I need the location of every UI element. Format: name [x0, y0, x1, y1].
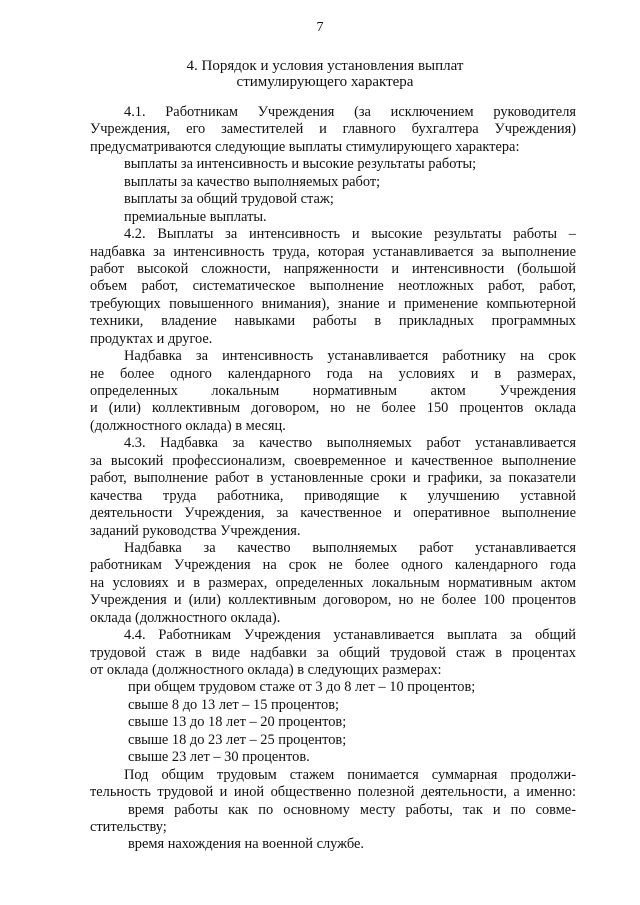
text-line: надбавка за интенсивность труда, которая устанавливается за выполнение: [90, 243, 576, 260]
text-line: заданий руководства Учреждения.: [90, 522, 301, 539]
text-line: требующих повышенного внимания), знание и применение компьютерной: [90, 295, 576, 312]
text-line: качества труда работника, приводящие к улучшению уставной: [90, 487, 576, 504]
text-line: свыше 13 до 18 лет – 20 процентов;: [128, 714, 347, 731]
text-line: и (или) коллективным договором, но не более 150 процентов оклада: [90, 400, 576, 417]
text-line: выплаты за общий трудовой стаж;: [124, 191, 334, 208]
text-line: работ, выполнение работ в установленные сроки и графики, за показатели: [90, 470, 576, 487]
text-line: Надбавка за качество выполняемых работ устанавливается: [124, 539, 576, 556]
text-line: трудовой стаж в виде надбавки за общий трудовой стаж в процентах: [90, 644, 576, 661]
text-line: работникам Учреждения на срок не более одного календарного года: [90, 557, 576, 574]
text-line: (должностного оклада) в месяц.: [90, 417, 286, 434]
text-line: от оклада (должностного оклада) в следующих размерах:: [90, 662, 442, 678]
document-body: [90, 104, 576, 854]
text-line: выплаты за качество выполняемых работ;: [124, 173, 381, 190]
text-line: при общем трудовом стаже от 3 до 8 лет – 10 процентов;: [128, 679, 476, 696]
section-heading-line: 4. Порядок и условия установления выплат: [186, 58, 464, 74]
text-line: выплаты за интенсивность и высокие результаты работы;: [124, 156, 477, 173]
text-line: 4.1. Работникам Учреждения (за исключением руководителя: [124, 104, 576, 120]
text-line: Надбавка за интенсивность устанавливается работнику на срок: [124, 348, 576, 365]
text-line: деятельности Учреждения, за качественное и оперативное выполнение: [90, 505, 576, 522]
text-line: время нахождения на военной службе.: [128, 836, 365, 853]
text-line: свыше 23 лет – 30 процентов.: [128, 749, 310, 766]
text-line: предусматриваются следующие выплаты стимулирующего характера:: [90, 138, 520, 155]
text-line: Учреждения и (или) коллективным договором, но не более 100 процентов: [90, 592, 576, 609]
text-line: свыше 18 до 23 лет – 25 процентов;: [128, 731, 347, 748]
section-heading: [90, 58, 560, 90]
text-line: за высокий профессионализм, своевременное и качественное выполнение: [90, 452, 576, 469]
text-line: свыше 8 до 13 лет – 15 процентов;: [128, 696, 340, 713]
text-line: оклада (должностного оклада).: [90, 609, 281, 626]
text-line: время работы как по основному месту работы, так и по совме-: [128, 801, 576, 818]
text-line: Под общим трудовым стажем понимается суммарная продолжи-: [124, 766, 576, 783]
text-line: 4.3. Надбавка за качество выполняемых работ устанавливается: [124, 435, 576, 452]
text-line: определенных локальным нормативным актом Учреждения: [90, 383, 576, 399]
text-line: на условиях и в размерах, определенных локальным нормативным актом: [90, 574, 576, 591]
text-line: стительству;: [90, 818, 167, 835]
text-line: Учреждения, его заместителей и главного бухгалтера Учреждения): [90, 121, 576, 138]
text-line: техники, владение навыками работы в прикладных программных: [90, 313, 576, 330]
text-line: 4.2. Выплаты за интенсивность и высокие результаты работы –: [124, 226, 576, 243]
text-line: продуктах и другое.: [90, 330, 213, 347]
text-line: 4.4. Работникам Учреждения устанавливается выплата за общий: [124, 627, 576, 644]
text-line: не более одного календарного года на условиях и в размерах,: [90, 365, 576, 382]
page-number: 7: [316, 20, 324, 35]
text-line: объем работ, систематическое выполнение неотложных работ, работ,: [90, 278, 576, 295]
text-line: работ высокой сложности, напряженности и интенсивности (большой: [90, 260, 576, 277]
text-line: тельность трудовой и иной общественно полезной деятельности, а именно:: [90, 784, 576, 801]
section-heading-line: стимулирующего характера: [236, 74, 414, 90]
text-line: премиальные выплаты.: [124, 208, 267, 225]
